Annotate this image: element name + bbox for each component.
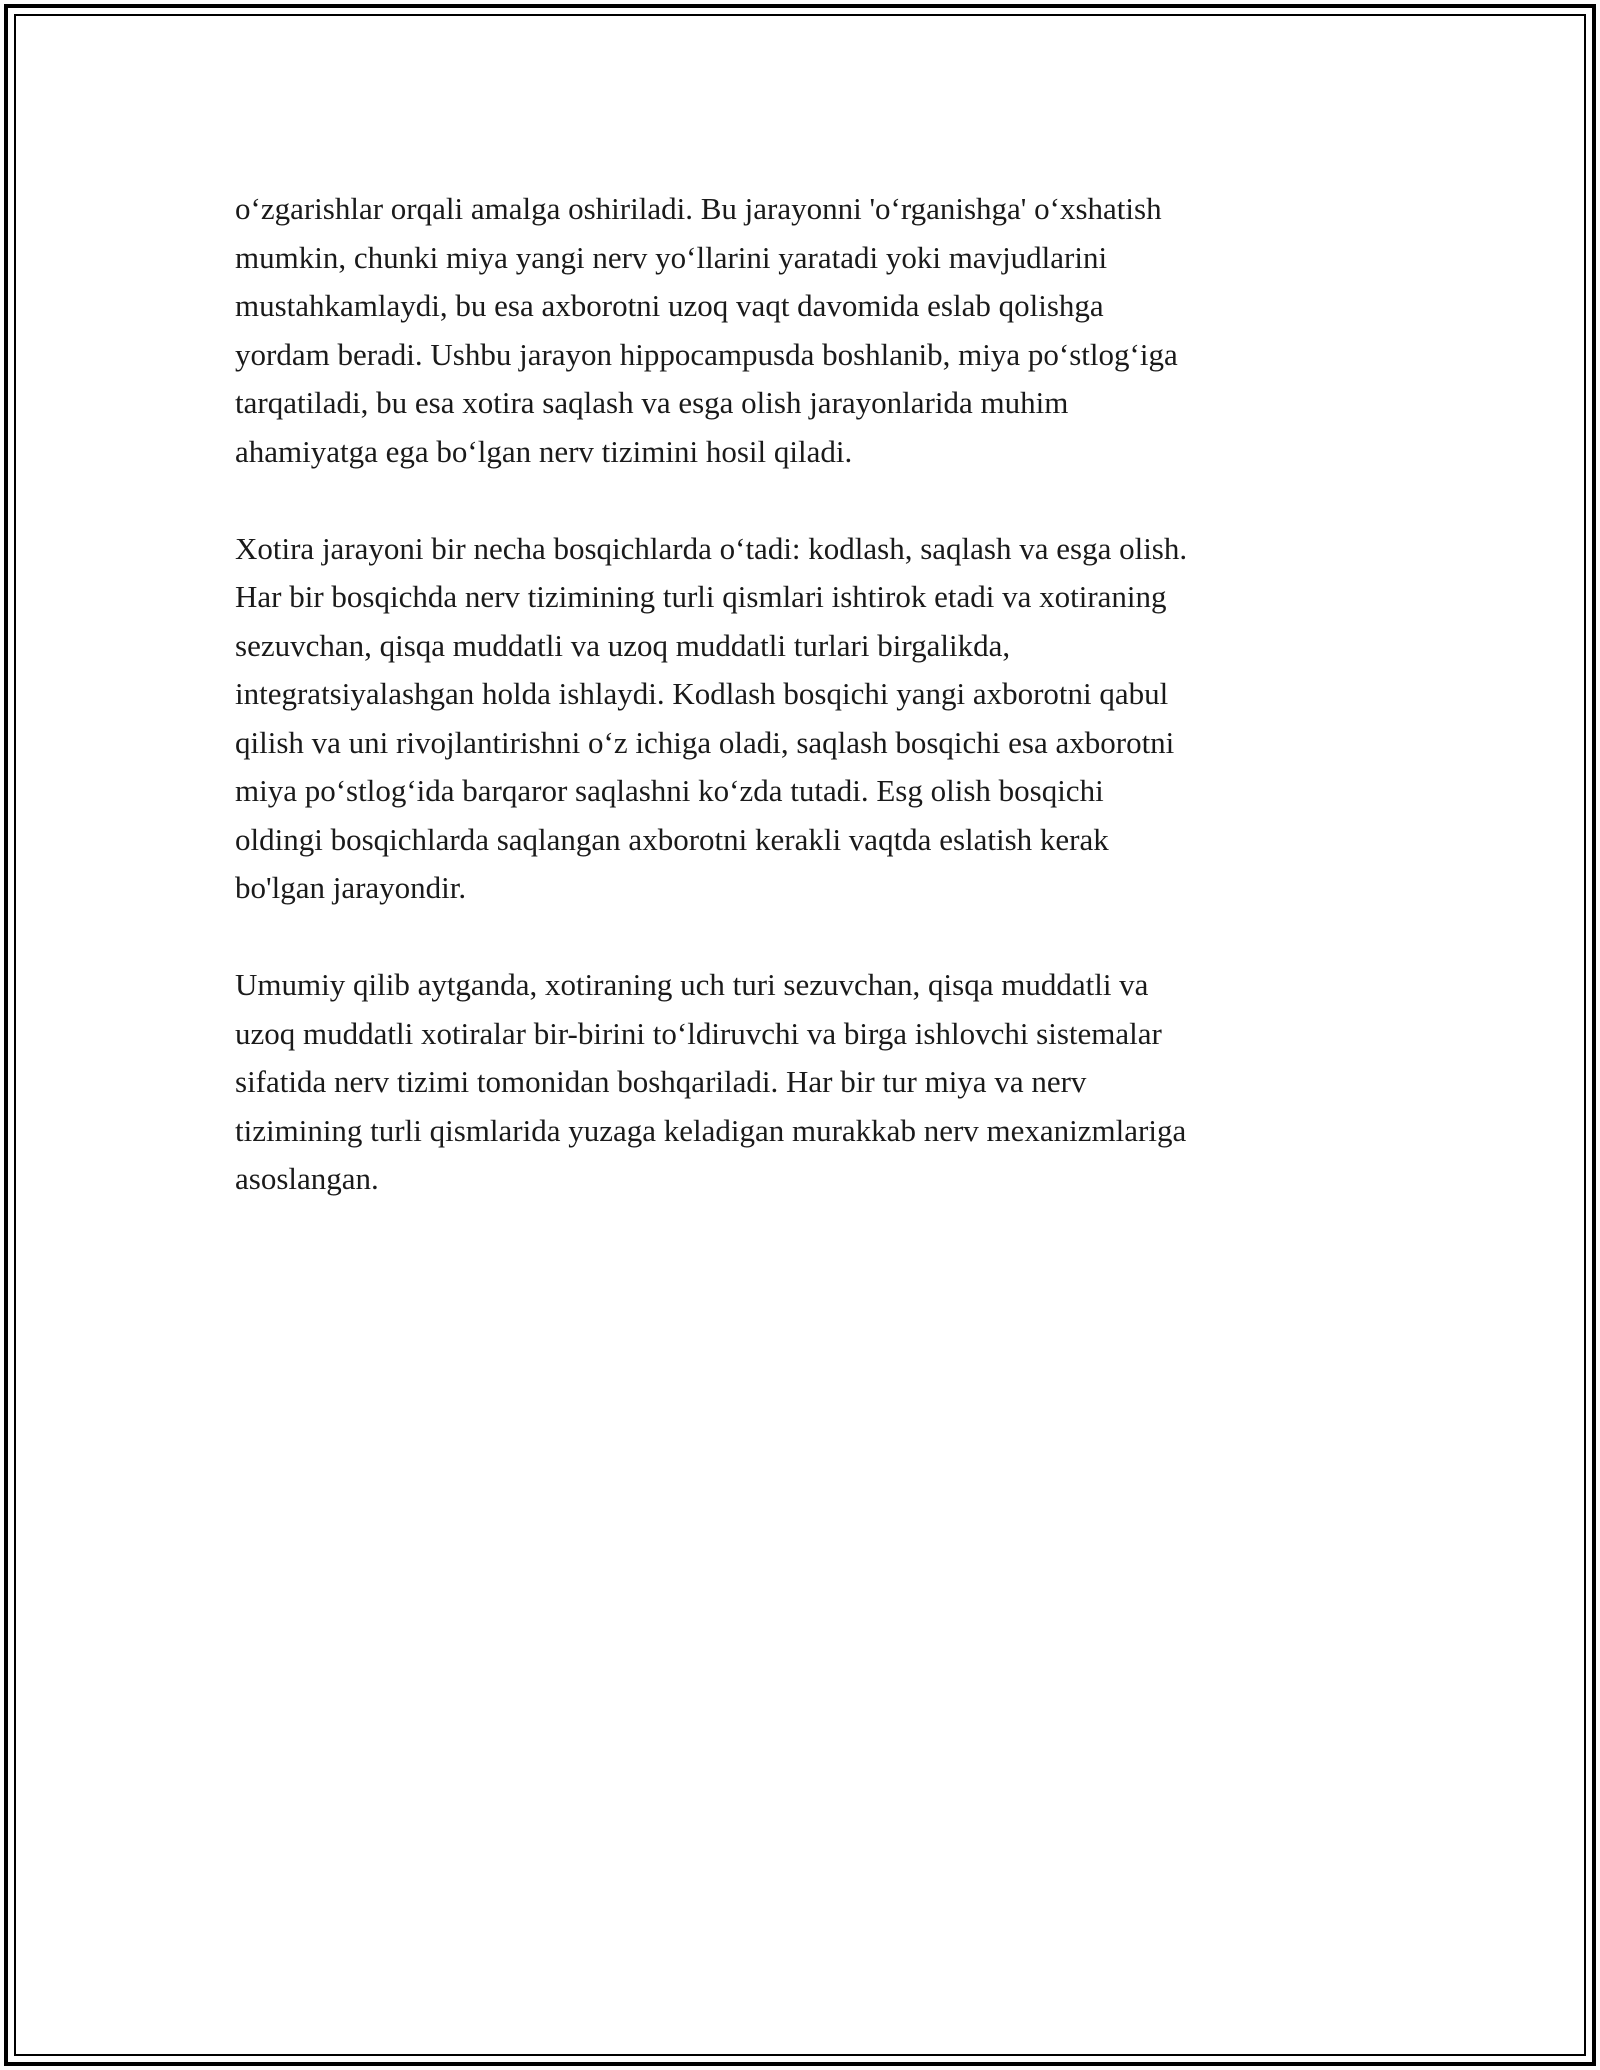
text-line: Umumiy qilib aytganda, xotiraning uch turi sezuvchan, qisqa muddatli va [235,967,1149,1002]
paragraph-3 [235,961,1370,1204]
text-line: mustahkamlaydi, bu esa axborotni uzoq vaqt davomida eslab qolishga [235,288,1104,323]
text-line: yordam beradi. Ushbu jarayon hippocampusda boshlanib, miya po‘stlog‘iga [235,336,1178,372]
text-line: miya po‘stlog‘ida barqaror saqlashni ko‘zda tutadi. Esg olish bosqichi [235,773,1104,808]
text-line: mumkin, chunki miya yangi nerv yo‘llarini yaratadi yoki mavjudlarini [235,239,1108,275]
paragraph-1 [235,185,1370,476]
paragraph-2 [235,525,1370,913]
text-line: tarqatiladi, bu esa xotira saqlash va esga olish jarayonlarida muhim [235,385,1069,420]
text-line: qilish va uni rivojlantirishni o‘z ichiga oladi, saqlash bosqichi esa axborotni [235,724,1175,760]
text-line: tizimining turli qismlarida yuzaga keladigan murakkab nerv mexanizmlariga [235,1112,1187,1148]
text-line: bo'lgan jarayondir. [235,870,467,905]
text-line: sezuvchan, qisqa muddatli va uzoq muddatli turlari birgalikda, [235,627,1011,663]
text-line: o‘zgarishlar orqali amalga oshiriladi. Bu jarayonni 'o‘rganishga' o‘xshatish [235,191,1162,226]
text-line: integratsiyalashgan holda ishlaydi. Kodlash bosqichi yangi axborotni qabul [235,676,1169,711]
text-line: Har bir bosqichda nerv tizimining turli qismlari ishtirok etadi va xotiraning [235,579,1167,614]
text-line: oldingi bosqichlarda saqlangan axborotni kerakli vaqtda eslatish kerak [235,821,1109,857]
text-line: sifatida nerv tizimi tomonidan boshqariladi. Har bir tur miya va nerv [235,1064,1087,1099]
text-line: Xotira jarayoni bir necha bosqichlarda o‘tadi: kodlash, saqlash va esga olish. [235,530,1188,566]
document-body [235,185,1370,1252]
text-line: uzoq muddatli xotiralar bir-birini to‘ldiruvchi va birga ishlovchi sistemalar [235,1015,1162,1051]
text-line: asoslangan. [235,1161,379,1196]
text-line: ahamiyatga ega bo‘lgan nerv tizimini hosil qiladi. [235,433,853,469]
